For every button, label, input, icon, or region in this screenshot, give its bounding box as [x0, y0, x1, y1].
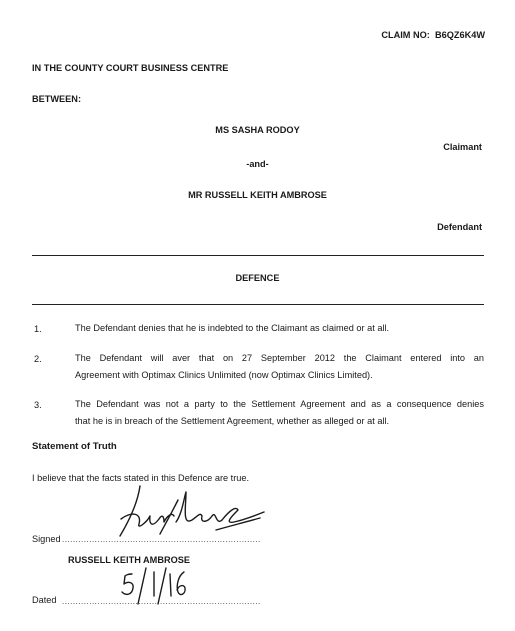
- paragraph-text: [75, 350, 484, 384]
- paragraph-line: The Defendant was not a party to the Settlement Agreement and as a consequence denies: [75, 399, 484, 409]
- and-separator: -and-: [246, 159, 269, 169]
- paragraph-number: 2.: [34, 354, 42, 364]
- dated-label: Dated: [32, 595, 57, 605]
- signature-dotted-line: .........................................................................: [62, 535, 261, 544]
- paragraph-text: [75, 320, 484, 337]
- defendant-role: Defendant: [437, 222, 482, 232]
- claim-number-label: CLAIM NO:: [381, 30, 430, 40]
- paragraph-line: that he is in breach of the Settlement Agreement, whether as alleged or at all.: [75, 416, 390, 426]
- statement-text: I believe that the facts stated in this Defence are true.: [32, 473, 250, 483]
- between-label: BETWEEN:: [32, 94, 81, 104]
- signatory-name: RUSSELL KEITH AMBROSE: [68, 555, 190, 565]
- paragraph-line: The Defendant denies that he is indebted to the Claimant as claimed or at all.: [75, 323, 390, 333]
- date-dotted-line: .........................................................................: [62, 597, 261, 606]
- paragraph-line: The Defendant will aver that on 27 September 2012 the Claimant entered into an: [75, 353, 484, 363]
- claim-number: [381, 30, 485, 40]
- paragraph-number: 3.: [34, 400, 42, 410]
- title-bottom-rule: [32, 304, 484, 305]
- paragraph-line: Agreement with Optimax Clinics Unlimited (now Optimax Clinics Limited).: [75, 370, 373, 380]
- signed-label: Signed: [32, 534, 61, 544]
- statement-heading: Statement of Truth: [32, 441, 117, 452]
- claim-number-value: B6QZ6K4W: [434, 30, 485, 40]
- paragraph-text: [75, 396, 484, 430]
- claimant-role: Claimant: [443, 142, 482, 152]
- claimant-name: MS SASHA RODOY: [215, 125, 300, 135]
- paragraph-number: 1.: [34, 324, 42, 334]
- document-title: DEFENCE: [235, 273, 280, 283]
- defendant-name: MR RUSSELL KEITH AMBROSE: [188, 190, 327, 200]
- signature-image: [112, 486, 272, 536]
- title-top-rule: [32, 255, 484, 256]
- court-name: IN THE COUNTY COURT BUSINESS CENTRE: [32, 63, 229, 73]
